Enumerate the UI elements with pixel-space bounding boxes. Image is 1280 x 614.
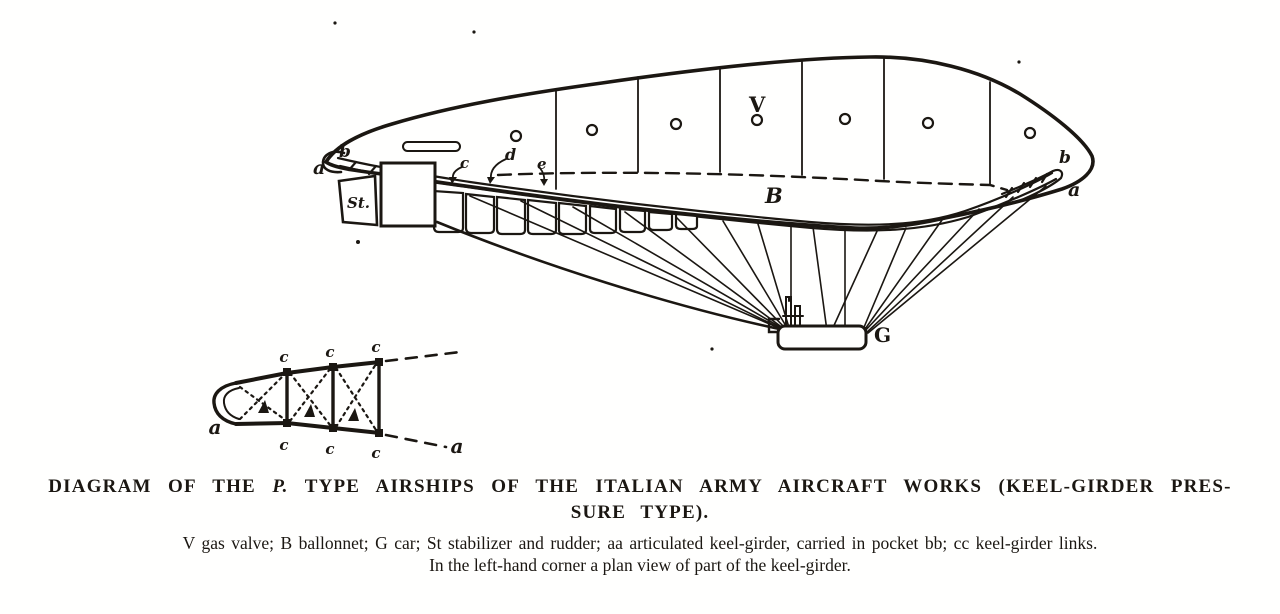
car-label: G <box>874 323 892 347</box>
girder-dashed-extensions <box>386 352 460 447</box>
rudder-box <box>381 163 435 226</box>
plan-link-label: c <box>325 343 335 361</box>
nose-pocket-label: b <box>1059 148 1071 168</box>
articulation-flags <box>258 400 359 421</box>
plan-link-label: c <box>371 444 381 462</box>
plan-link-label: c <box>279 348 289 366</box>
tail-pocket-label: b <box>339 142 351 162</box>
stabilizer-label: St. <box>347 194 370 212</box>
valve-label: V <box>749 92 766 117</box>
plan-end-label-right: a <box>450 434 464 458</box>
plan-link-label: c <box>371 338 381 356</box>
link-e-label: e <box>537 155 547 173</box>
valve-circles <box>511 114 1035 141</box>
plan-link-label: c <box>279 436 289 454</box>
panel-seams <box>556 58 990 189</box>
ballonnet-dashed-line <box>498 173 1007 190</box>
caption-title-suffix: TYPE AIRSHIPS OF THE ITALIAN ARMY AIRCRAFT WORKS (KEEL-GIRDER PRES- <box>304 476 1232 497</box>
caption-title-line2: SURE TYPE). <box>570 502 710 523</box>
tail-girder-label: a <box>313 157 326 179</box>
vent-slot <box>403 142 460 151</box>
caption-note: In the left-hand corner a plan view of part of the keel-girder. <box>429 555 851 575</box>
caption-ship-class: P. <box>272 476 289 497</box>
caption-title-prefix: DIAGRAM OF THE <box>48 476 256 497</box>
ballonnet-label: B <box>765 183 783 208</box>
link-d-label: d <box>505 145 517 164</box>
side-view <box>313 57 1093 349</box>
plan-end-label-left: a <box>208 415 222 439</box>
nose-girder-label: a <box>1068 179 1081 201</box>
figure-caption <box>0 474 1280 576</box>
ink-speck <box>356 240 360 244</box>
plan-view-keel-girder <box>209 338 464 462</box>
caption-legend: V gas valve; B ballonnet; G car; St stabilizer and rudder; aa articulated keel-girder, carried in pocket bb; cc keel-girder links. <box>182 533 1098 553</box>
caption-title-line1 <box>0 474 1280 500</box>
link-c-label: c <box>460 154 470 172</box>
plan-link-label: c <box>325 440 335 458</box>
engine-detail <box>783 297 803 326</box>
